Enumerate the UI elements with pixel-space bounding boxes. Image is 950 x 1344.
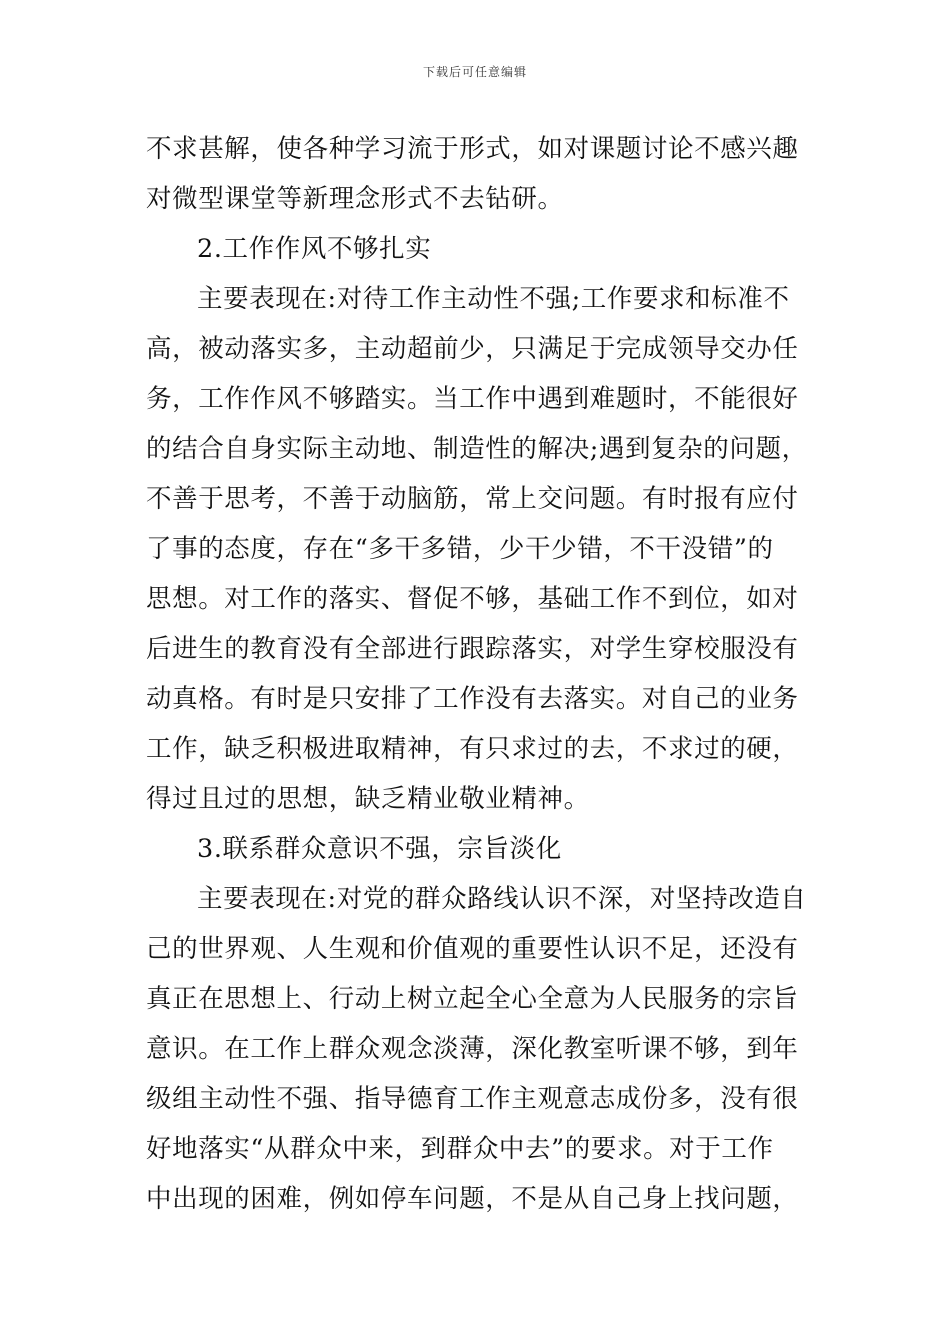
- text-line: 好地落实“从群众中来，到群众中去”的要求。对于工作: [146, 1134, 774, 1164]
- text-line: 工作，缺乏积极进取精神，有只求过的去，不求过的硬，: [146, 734, 799, 764]
- section-heading: 2.工作作风不够扎实: [197, 234, 432, 264]
- text-line: 后进生的教育没有全部进行跟踪落实，对学生穿校服没有: [146, 634, 799, 664]
- paragraph-start: 主要表现在:对待工作主动性不强;工作要求和标准不: [197, 284, 790, 314]
- text-line: 真正在思想上、行动上树立起全心全意为人民服务的宗旨: [146, 984, 799, 1014]
- text-line: 得过且过的思想，缺乏精业敬业精神。: [146, 784, 590, 814]
- text-line: 不求甚解，使各种学习流于形式，如对课题讨论不感兴趣: [146, 134, 799, 164]
- text-line: 高，被动落实多，主动超前少，只满足于完成领导交办任: [146, 334, 799, 364]
- page-header: 下载后可任意编辑: [422, 65, 527, 79]
- text-line: 的结合自身实际主动地、制造性的解决;遇到复杂的问题，: [146, 434, 808, 464]
- section-heading: 3.联系群众意识不强，宗旨淡化: [197, 834, 562, 864]
- text-line: 对微型课堂等新理念形式不去钻研。: [146, 184, 564, 214]
- text-line: 了事的态度，存在“多干多错，少干少错，不干没错”的: [146, 534, 774, 564]
- text-line: 务，工作作风不够踏实。当工作中遇到难题时，不能很好: [146, 384, 799, 414]
- paragraph-start: 主要表现在:对党的群众路线认识不深，对坚持改造自: [197, 884, 807, 914]
- text-line: 中出现的困难，例如停车问题，不是从自己身上找问题，: [146, 1184, 799, 1214]
- text-line: 不善于思考，不善于动脑筋，常上交问题。有时报有应付: [146, 484, 799, 514]
- text-line: 己的世界观、人生观和价值观的重要性认识不足，还没有: [146, 934, 799, 964]
- text-line: 意识。在工作上群众观念淡薄，深化教室听课不够，到年: [146, 1034, 799, 1064]
- text-line: 级组主动性不强、指导德育工作主观意志成份多，没有很: [146, 1084, 799, 1114]
- text-line: 动真格。有时是只安排了工作没有去落实。对自己的业务: [146, 684, 799, 714]
- text-line: 思想。对工作的落实、督促不够，基础工作不到位，如对: [146, 584, 799, 614]
- document-body: [146, 124, 810, 1224]
